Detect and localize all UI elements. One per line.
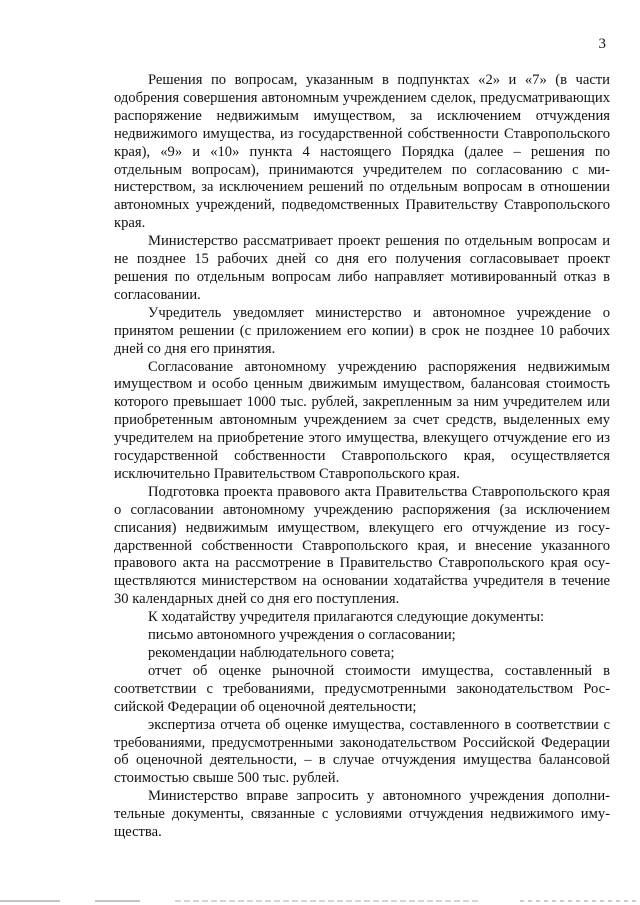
- page-number: 3: [598, 36, 606, 52]
- paragraph-legal-act-preparation: Подготовка проекта правового акта Правительства Ставропольского края о согласовании автономному учреждению распоряжения (за исключением списания) недвижимым имуществом, влекущего его отчуждение из государственной собственности Ставропольского края, и внесение указанного правового акта на рассмотрение в Правительство Ставропольского края осуществляются министерством на основании ходатайства учредителя в течение 30 календарных дней со дня его поступления.: [114, 483, 610, 608]
- list-item-board-recommendations: рекомендации наблюдательного совета;: [148, 645, 395, 661]
- paragraph-additional-documents: Министерство вправе запросить у автономного учреждения дополнительные документы, связанные с условиями отчуждения недвижимого имущества.: [114, 788, 610, 841]
- document-body: [114, 72, 610, 842]
- list-item-valuation-report: отчет об оценке рыночной стоимости имущества, составленный в соответствии с требованиями, предусмотренными законодательством Российской Федерации об оценочной деятельности;: [114, 662, 610, 715]
- paragraph-property-disposal-approval: Согласование автономному учреждению распоряжения недвижимым имуществом и особо ценным движимым имуществом, балансовая стоимость которого превышает 1000 тыс. рублей, закрепленным за ним учредителем или приобретенным автономным учреждением за счет средств, выделенных ему учредителем на приобретение этого имущества, влекущего отчуждение его из государственной собственности Ставропольского края, осуществляется исключительно Правительством Ставропольского края.: [114, 358, 610, 482]
- paragraph-attached-documents-intro: К ходатайству учредителя прилагаются следующие документы:: [148, 609, 545, 626]
- paragraph-decisions-on-separate-issues: Решения по вопросам, указанным в подпунктах «2» и «7» (в части одобрения совершения автономным учреждением сделок, предусматривающих распоряжение недвижимым имуществом, за исключением отчуждения недвижимого имущества, из государственной собственности Ставропольского края), «9» и «10» пункта 4 настоящего Порядка (далее – решения по отдельным вопросам), принимаются учредителем по согласованию с министерством, за исключением решений по отдельным вопросам в отношении автономных учреждений, подведомственных Правительству Ставропольского края.: [114, 72, 610, 232]
- list-item-report-expertise: экспертиза отчета об оценке имущества, составленного в соответствии с требованиями, предусмотренными законодательством Российской Федерации об оценочной деятельности, – в случае отчуждения имущества балансовой стоимостью свыше 500 тыс. рублей.: [114, 716, 610, 787]
- list-item-institution-letter: письмо автономного учреждения о согласовании;: [148, 627, 456, 644]
- paragraph-ministry-review: Министерство рассматривает проект решения по отдельным вопросам и не позднее 15 рабочих дней со дня его получения согласовывает проект решения по отдельным вопросам либо направляет мотивированный отказ в согласовании.: [114, 233, 610, 303]
- paragraph-founder-notification: Учредитель уведомляет министерство и автономное учреждение о принятом решении (с приложением его копии) в срок не позднее 10 рабочих дней со дня его принятия.: [114, 304, 610, 357]
- scan-edge-marks: [0, 893, 640, 905]
